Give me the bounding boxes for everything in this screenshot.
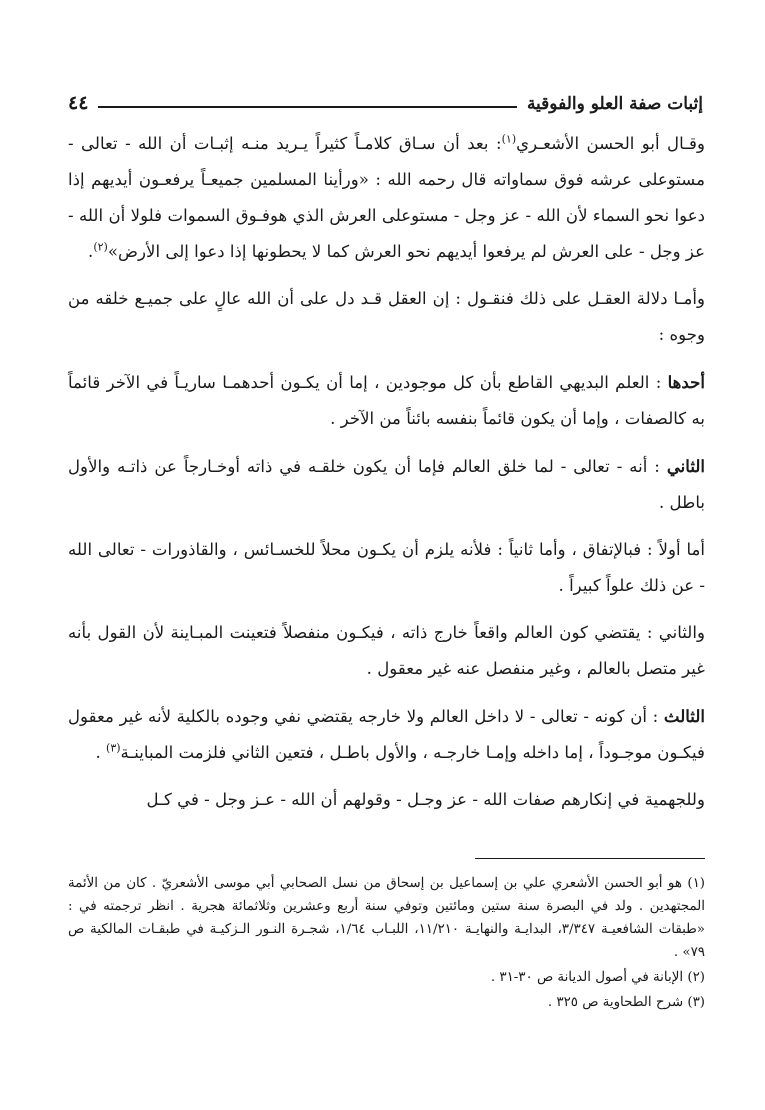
- footnote-marker-3: (٣): [106, 741, 121, 755]
- paragraph-text: .: [95, 743, 101, 762]
- paragraph-text: : بعد أن سـاق كلامـاً كثيراً يـريد منـه إثبـات أن الله - تعالى - مستوعلى عرشه فوق سماواته قال رحمه الله : «ورأينا المسلمين جميعـاً يرفعـون أيديهم إذا دعوا نحو السماء لأن الله - عز وجل - مستوعلى العرش الذي هوفـوق السموات فلولا أن الله - عز وجل - على العرش لم يرفعوا أيديهم نحو العرش كما لا يحطونها إذا دعوا إلى الأرض»: [68, 134, 705, 261]
- footnotes: [68, 872, 705, 1014]
- paragraph-reason-intro: [68, 281, 705, 353]
- paragraph-jahmiyya: [68, 782, 705, 818]
- paragraph-text: .: [88, 242, 94, 261]
- header-rule: [98, 106, 517, 108]
- keyword-first: أحدها: [667, 372, 705, 392]
- paragraph-text: أما أولاً : فبالإتفاق ، وأما ثانياً : فلأنه يلزم أن يكـون محلاً للخسـائس ، والقاذورات - تعالى الله - عن ذلك علواً كبيراً .: [68, 540, 705, 595]
- paragraph-text: وأمـا دلالة العقـل على ذلك فنقـول : إن العقل قـد دل على أن الله عالٍ على جميـع خلقه من وجوه :: [68, 289, 705, 344]
- paragraph-first-proof: [68, 364, 705, 437]
- paragraph-text: والثاني : يقتضي كون العالم واقعاً خارج ذاته ، فيكـون منفصلاً فتعينت المبـاينة لأن القول بأنه غير متصل بالعالم ، وغير منفصل عنه غير معقول .: [68, 623, 705, 678]
- paragraph-text: وقـال أبو الحسن الأشعـري: [516, 134, 705, 153]
- paragraph-first-refutation: [68, 532, 705, 604]
- footnote-3: (٣) شرح الطحاوية ص ٣٢٥ .: [547, 995, 705, 1010]
- paragraph-text: : أن كونه - تعالى - لا داخل العالم ولا خارجه يقتضي نفي وجوده بالكلية لأنه غير معقول فيكـون موجـوداً ، إما داخله وإمـا خارجـه ، والأول باطـل ، فتعين الثاني فلزمت المباينـة: [68, 707, 705, 762]
- running-header: [68, 86, 703, 114]
- paragraph-text: وللجهمية في إنكارهم صفات الله - عز وجـل - وقولهم أن الله - عـز وجل - في كـل: [146, 790, 705, 809]
- paragraph-ashari-quote: [68, 126, 705, 270]
- running-title: إثبات صفة العلو والفوقية: [526, 94, 703, 114]
- keyword-second: الثاني: [666, 456, 705, 476]
- keyword-third: الثالث: [663, 706, 705, 726]
- page-number: ٤٤: [68, 92, 89, 114]
- paragraph-third-proof: [68, 698, 705, 771]
- footnote-marker-2: (٢): [93, 240, 108, 254]
- footnote-1: (١) هو أبو الحسن الأشعري علي بن إسماعيل بن إسحاق من نسل الصحابي أبي موسى الأشعريّ . كان من الأئمة المجتهدين . ولد في البصرة سنة ستين ومائتين وتوفي سنة أربع وعشرين وثلاثمائة هجرية . انظر ترجمته في : «طبقات الشافعيـة ٣/٣٤٧، البدايـة والنهايـة ١١/٢١٠، اللبـاب ١/٦٤، شجـرة النـور الـزكيـة في طبقـات المالكية ص ٧٩» .: [68, 876, 705, 960]
- paragraph-text: : العلم البديهي القاطع بأن كل موجودين ، إما أن يكـون أحدهمـا ساريـاً في الآخر قائماً به كالصفات ، وإما أن يكون قائماً بنفسه بائناً من الآخر .: [68, 373, 705, 428]
- footnote-marker-1: (١): [501, 132, 517, 146]
- paragraph-text: : أنه - تعالى - لما خلق العالم فإما أن يكون خلقـه في ذاته أوخـارجاً عن ذاتـه والأول باطل .: [68, 457, 705, 512]
- footnote-separator: [475, 858, 705, 859]
- paragraph-second-refutation: [68, 615, 705, 687]
- paragraph-second-proof: [68, 448, 705, 521]
- main-text: [68, 126, 705, 818]
- footnote-2: (٢) الإبانة في أصول الديانة ص ٣٠-٣١ .: [490, 970, 705, 985]
